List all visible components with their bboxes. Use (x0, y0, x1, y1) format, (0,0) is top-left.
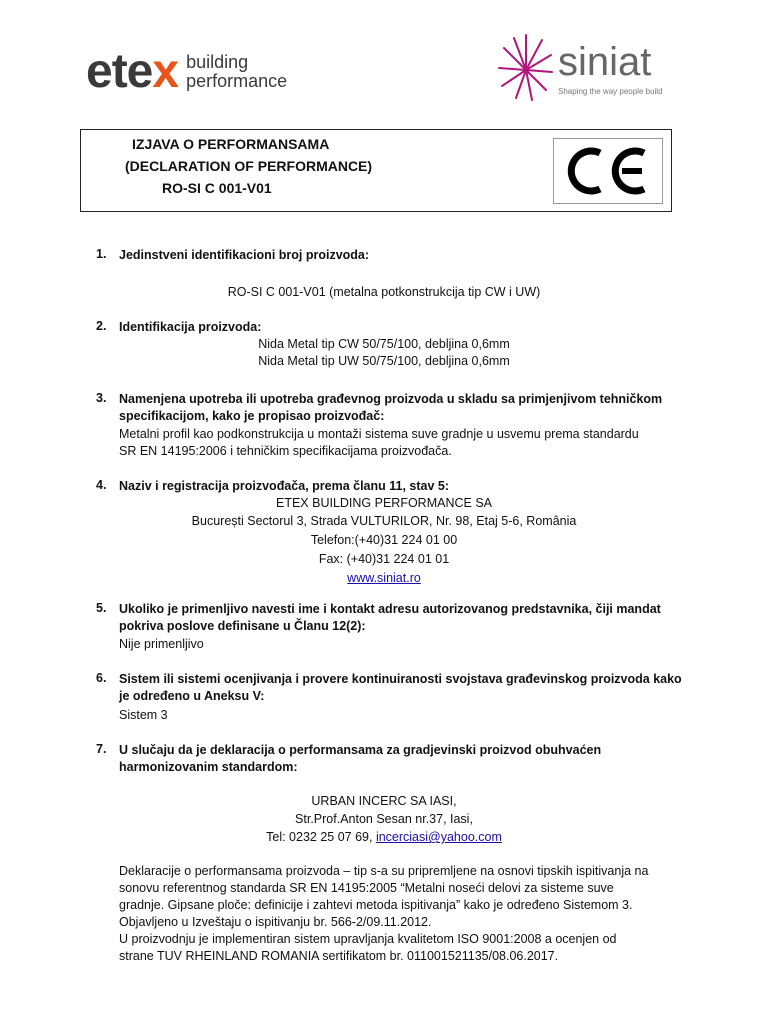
section-7-paragraph-4: Objavljeno u Izveštaju o ispitivanju br. 566-2/09.11.2012. (119, 915, 432, 929)
section-3-heading-1: Namenjena upotreba ili upotreba građevnog proizvoda u skladu sa primjenjivom tehničkom (119, 392, 663, 406)
section-6-text: Sistem 3 (119, 708, 168, 722)
section-7-paragraph-1: Deklaracije o performansama proizvoda – tip s-a su pripremljene na osnovi tipskih ispitivanja na (119, 864, 649, 878)
test-lab-street: Str.Prof.Anton Sesan nr.37, Iasi, (295, 812, 473, 826)
section-7-heading-1: U slučaju da je deklaracija o performansama za gradjevinski proizvod obuhvaćen (119, 743, 602, 757)
section-3-text-2: SR EN 14195:2006 i tehničkim specifikacijama proizvođača. (119, 444, 452, 458)
section-7-paragraph-6: strane TUV RHEINLAND ROMANIA sertifikatom br. 011001521135/08.06.2017. (119, 949, 559, 963)
section-5-text: Nije primenljivo (119, 637, 204, 651)
title-line-3: RO-SI C 001-V01 (162, 180, 272, 196)
section-7-number: 7. (96, 742, 107, 756)
section-3-number: 3. (96, 391, 107, 405)
section-7-paragraph-5: U proizvodnju je implementiran sistem upravljanja kvalitetom ISO 9001:2008 a ocenjen od (119, 932, 617, 946)
etex-logo (86, 45, 288, 98)
section-7-heading-2: harmonizovanim standardom: (119, 760, 298, 774)
manufacturer-phone: Telefon:(+40)31 224 01 00 (310, 533, 458, 547)
section-6-heading-2: je određeno u Aneksu V: (119, 689, 265, 703)
etex-logo-word: etex (86, 45, 179, 98)
section-7-paragraph-3: gradnje. Gipsane ploče: definicije i zahtevi metoda ispitivanja” kako je određeno Sistemom 3. (119, 898, 633, 912)
ce-mark-box (553, 138, 663, 204)
siniat-tagline: Shaping the way people build (558, 87, 663, 96)
test-lab-name: URBAN INCERC SA IASI, (311, 794, 457, 808)
test-lab-email-link[interactable]: incerciasi@yahoo.com (375, 830, 502, 844)
section-3-heading-2: specifikacijom, kako je propisao proizvođač: (119, 409, 385, 423)
section-1-heading: Jedinstveni identifikacioni broj proizvoda: (119, 248, 370, 262)
manufacturer-address: București Sectorul 3, Strada VULTURILOR, Nr. 98, Etaj 5-6, România (191, 514, 577, 528)
section-2-line-2: Nida Metal tip UW 50/75/100, debljina 0,6mm (258, 354, 510, 368)
etex-logo-subtitle: building performance (186, 52, 288, 91)
section-4-number: 4. (96, 478, 107, 492)
manufacturer-fax: Fax: (+40)31 224 01 01 (318, 552, 450, 566)
section-6-number: 6. (96, 671, 107, 685)
section-2-heading: Identifikacija proizvoda: (119, 320, 262, 334)
manufacturer-website-link[interactable]: www.siniat.ro (347, 571, 421, 585)
section-6-heading-1: Sistem ili sistemi ocenjivanja i provere kontinuiranosti svojstava građevinskog proizvoda kako (119, 672, 682, 686)
section-2-number: 2. (96, 319, 107, 333)
section-5-heading-1: Ukoliko je primenljivo navesti ime i kontakt adresu autorizovanog predstavnika, čiji mandat (119, 602, 661, 616)
test-lab-contact: Tel: 0232 25 07 69, incerciasi@yahoo.com (266, 830, 502, 844)
section-5-heading-2: pokriva poslove definisane u Članu 12(2): (119, 619, 366, 633)
section-5-number: 5. (96, 601, 107, 615)
title-line-2: (DECLARATION OF PERFORMANCE) (125, 158, 373, 174)
section-2-line-1: Nida Metal tip CW 50/75/100, debljina 0,6mm (258, 337, 510, 351)
section-4-heading: Naziv i registracija proizvođača, prema članu 11, stav 5: (119, 479, 450, 493)
section-1-value: RO-SI C 001-V01 (metalna potkonstrukcija tip CW i UW) (227, 285, 541, 299)
title-line-1: IZJAVA O PERFORMANSAMA (132, 136, 330, 152)
section-1-number: 1. (96, 247, 107, 261)
declaration-title-box (80, 129, 672, 212)
manufacturer-name: ETEX BUILDING PERFORMANCE SA (275, 496, 493, 510)
ce-mark-icon (564, 145, 654, 197)
siniat-starburst-icon (496, 30, 556, 105)
section-3-text-1: Metalni profil kao podkonstrukcija u montaži sistema suve gradnje u usvemu prema standardu (119, 427, 639, 441)
section-7-paragraph-2: sonovu referentnog standarda SR EN 14195:2005 “Metalni noseći delovi za sisteme suve (119, 881, 614, 895)
siniat-logo-word: siniat (558, 40, 652, 84)
siniat-logo (496, 30, 686, 105)
